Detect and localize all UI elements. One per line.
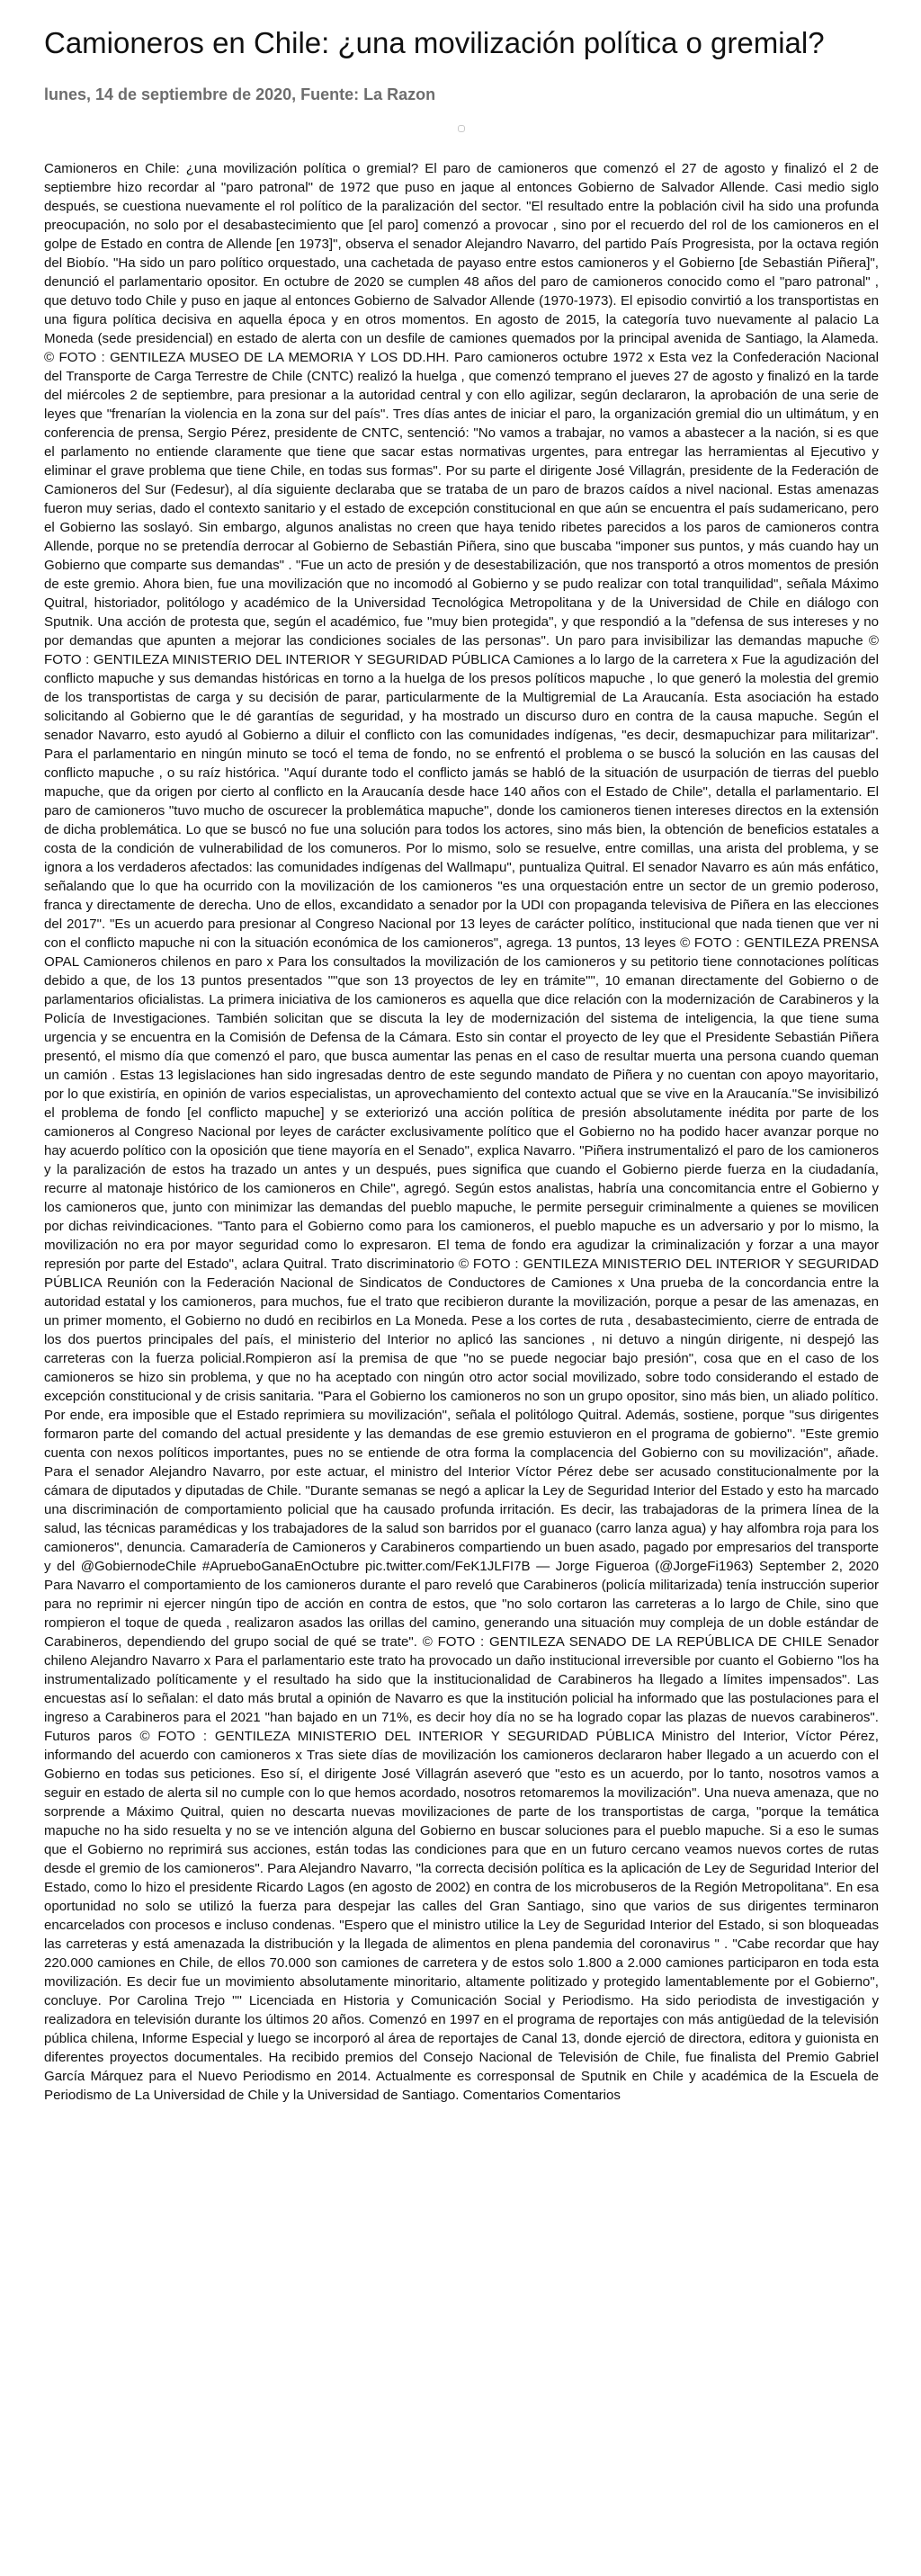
article-image: [44, 121, 879, 137]
broken-image-icon: [458, 125, 465, 132]
article-date-source: lunes, 14 de septiembre de 2020, Fuente: La Razon: [44, 85, 436, 103]
article-title: Camioneros en Chile: ¿una movilización política o gremial?: [44, 26, 825, 59]
article-body: Camioneros en Chile: ¿una movilización política o gremial? El paro de camioneros que comenzó el 27 de agosto y finalizó el 2 de septiembre hizo recordar al "paro patronal" de 1972 que puso en jaque al entonces Gobierno de Salvador Allende. Casi medio siglo después, se cuestiona nuevamente el rol político de la paralización del sector. "El resultado entre la población civil ha sido una profunda preocupación, no solo por el desabastecimiento que [el paro] comenzó a provocar , sino por el recuerdo del rol de los camioneros en el golpe de Estado en contra de Allende [en 1973]", observa el senador Alejandro Navarro, del partido País Progresista, por la octava región del Biobío. "Ha sido un paro político orquestado, una cachetada de payaso entre estos camioneros y el Gobierno [de Sebastián Piñera]", denunció el parlamentario opositor. En octubre de 2020 se cumplen 48 años del paro de camioneros conocido como el "paro patronal" , que detuvo todo Chile y puso en jaque al entonces Gobierno de Salvador Allende (1970-1973). El episodio convirtió a los transportistas en una figura política decisiva en aquella época y en otros momentos. En agosto de 2015, la categoría tuvo nuevamente al palacio La Moneda (sede presidencial) en estado de alerta con un desfile de camiones quemados por la principal avenida de Santiago, la Alameda. © FOTO : GENTILEZA MUSEO DE LA MEMORIA Y LOS DD.HH. Paro camioneros octubre 1972 x Esta vez la Confederación Nacional del Transporte de Carga Terrestre de Chile (CNTC) realizó la huelga , que comenzó temprano el jueves 27 de agosto y finalizó en la tarde del miércoles 2 de septiembre, para presionar a la autoridad central y con ello agilizar, según declararon, la aprobación de una serie de leyes que "frenarían la violencia en la zona sur del país". Tres días antes de iniciar el paro, la organización gremial dio un ultimátum, y en conferencia de prensa, Sergio Pérez, presidente de CNTC, sentenció: "No vamos a trabajar, no vamos a abastecer a la nación, si es que el parlamento no entiende claramente que tiene que sacar estas normativas urgentes, para entregar las herramientas al Ejecutivo y eliminar el grave problema que tiene Chile, en todas sus formas". Por su parte el dirigente José Villagrán, presidente de la Federación de Camioneros del Sur (Fedesur), al día siguiente declaraba que se trataba de un paro de brazos caídos a nivel nacional. Estas amenazas fueron muy serias, dado el contexto sanitario y el estado de excepción constitucional en que aún se encuentra el país sudamericano, pero el Gobierno las soslayó. Sin embargo, algunos analistas no creen que haya tenido ribetes parecidos a los paros de camioneros contra Allende, porque no se pretendía derrocar al Gobierno de Sebastián Piñera, sino que buscaba "imponer sus puntos, y más cuando hay un Gobierno que comparte sus demandas" . "Fue un acto de presión y de desestabilización, que nos transportó a otros momentos de presión de este gremio. Ahora bien, fue una movilización que no incomodó al Gobierno y se pudo realizar con total tranquilidad", señala Máximo Quitral, historiador, politólogo y académico de la Universidad Tecnológica Metropolitana y de la Universidad de Chile en diálogo con Sputnik. Una acción de protesta que, según el académico, fue "muy bien protegida", y que respondió a la "defensa de sus intereses y no por demandas que apunten a mejorar las condiciones sociales de las personas". Un paro para invisibilizar las demandas mapuche © FOTO : GENTILEZA MINISTERIO DEL INTERIOR Y SEGURIDAD PÚBLICA Camiones a lo largo de la carretera x Fue la agudización del conflicto mapuche y sus demandas históricas en torno a la huelga de los presos políticos mapuche , lo que generó la molestia del gremio de los transportistas de carga y su decisión de parar, particularmente de la Multigremial de La Araucanía. Esta asociación ha estado solicitando al Gobierno que le dé garantías de seguridad, y ha mostrado un discurso duro en contra de la causa mapuche. Según el senador Navarro, esto ayudó al Gobierno a diluir el conflicto con las comunidades indígenas, "es decir, desmapuchizar para militarizar". Para el parlamentario en ningún minuto se tocó el tema de fondo, no se enfrentó el problema o se buscó la solución en las causas del conflicto mapuche , o su raíz histórica. "Aquí durante todo el conflicto jamás se habló de la situación de usurpación de tierras del pueblo mapuche, que da origen por cierto al conflicto en la Araucanía desde hace 140 años con el Estado de Chile", detalla el parlamentario. El paro de camioneros "tuvo mucho de oscurecer la problemática mapuche", donde los camioneros tienen intereses directos en la extensión de dicha problemática. Lo que se buscó no fue una solución para todos los actores, sino más bien, la obtención de beneficios estatales a costa de la condición de vulnerabilidad de los comuneros. Por lo mismo, solo se resuelve, entre comillas, una arista del problema, y se ignora a los verdaderos afectados: las comunidades indígenas del Wallmapu", puntualiza Quitral. El senador Navarro es aún más enfático, señalando que lo que ha ocurrido con la movilización de los camioneros "es una orquestación entre un sector de un gremio poderoso, franca y directamente de derecha. Uno de ellos, excandidato a senador por la UDI con propaganda televisiva de Piñera en las elecciones del 2017". "Es un acuerdo para presionar al Congreso Nacional por 13 leyes de carácter político, institucional que nada tienen que ver ni con el conflicto mapuche ni con la situación económica de los camioneros", agrega. 13 puntos, 13 leyes © FOTO : GENTILEZA PRENSA OPAL Camioneros chilenos en paro x Para los consultados la movilización de los camioneros y su petitorio tiene connotaciones políticas debido a que, de los 13 puntos presentados ""que son 13 proyectos de ley en trámite"", 10 emanan directamente del Gobierno o de parlamentarios oficialistas. La primera iniciativa de los camioneros es aquella que dice relación con la modernización de Carabineros y la Policía de Investigaciones. También solicitan que se discuta la ley de modernización del sistema de inteligencia, la que tiene suma urgencia y se encuentra en la Comisión de Defensa de la Cámara. Esto sin contar el proyecto de ley que el Presidente Sebastián Piñera presentó, el mismo día que comenzó el paro, que busca aumentar las penas en el caso de resultar muerta una persona cuando queman un camión . Estas 13 legislaciones han sido ingresadas dentro de este segundo mandato de Piñera y no cuentan con apoyo mayoritario, por lo que existiría, en opinión de varios especialistas, un aprovechamiento del contexto actual que se vive en la Araucanía."Se invisibilizó el problema de fondo [el conflicto mapuche] y se exteriorizó una acción política de presión absolutamente inédita por parte de los camioneros al Congreso Nacional por leyes de carácter exclusivamente político que el Gobierno no ha podido hacer avanzar porque no hay acuerdo político con la oposición que tiene mayoría en el Senado", explica Navarro. "Piñera instrumentalizó el paro de los camioneros y la paralización de estos ha trazado un antes y un después, pues significa que cuando el Gobierno pierde fuerza en la ciudadanía, recurre al matonaje histórico de los camioneros en Chile", agregó. Según estos analistas, habría una concomitancia entre el Gobierno y los camioneros que, junto con minimizar las demandas del pueblo mapuche, le permite perseguir criminalmente a quienes se movilicen por dichas reivindicaciones. "Tanto para el Gobierno como para los camioneros, el pueblo mapuche es un adversario y por lo mismo, la movilización no era por mayor seguridad como lo expresaron. El tema de fondo era agudizar la criminalización y forzar a una mayor represión por parte del Estado", aclara Quitral. Trato discriminatorio © FOTO : GENTILEZA MINISTERIO DEL INTERIOR Y SEGURIDAD PÚBLICA Reunión con la Federación Nacional de Sindicatos de Conductores de Camiones x Una prueba de la concordancia entre la autoridad estatal y los camioneros, para muchos, fue el trato que recibieron durante la movilización, porque a pesar de las amenazas, en un primer momento, el Gobierno no dudó en recibirlos en La Moneda. Pese a los cortes de ruta , desabastecimiento, cierre de entrada de los dos puertos principales del país, el ministerio del Interior no aplicó las sanciones , ni detuvo a ningún dirigente, ni despejó las carreteras con la fuerza policial.Rompieron así la premisa de que "no se puede negociar bajo presión", cosa que en el caso de los camioneros se hizo sin problema, y que no ha aceptado con ningún otro actor social movilizado, sobre todo considerando el estado de excepción constitucional y de crisis sanitaria. "Para el Gobierno los camioneros no son un grupo opositor, sino más bien, un aliado político. Por ende, era imposible que el Estado reprimiera su movilización", señala el politólogo Quitral. Además, sostiene, porque "sus dirigentes formaron parte del comando del actual presidente y las demandas de ese gremio estuvieron en el programa de gobierno". "Este gremio cuenta con nexos políticos importantes, pues no se entiende de otra forma la complacencia del Gobierno con su movilización", añade. Para el senador Alejandro Navarro, por este actuar, el ministro del Interior Víctor Pérez debe ser acusado constitucionalmente por la cámara de diputados y diputadas de Chile. "Durante semanas se negó a aplicar la Ley de Seguridad Interior del Estado y esto ha marcado una discriminación de comportamiento policial que ha causado profunda irritación. Es decir, las trabajadoras de la primera línea de la salud, las técnicas paramédicas y los trabajadores de la salud son barridos por el guanaco (carro lanza agua) y hay alfombra roja para los camioneros", denuncia. Camaradería de Camioneros y Carabineros compartiendo un buen asado, pagado por empresarios del transporte y del @GobiernodeChile #AprueboGanaEnOctubre pic.twitter.com/FeK1JLFI7B — Jorge Figueroa (@JorgeFi1963) September 2, 2020 Para Navarro el comportamiento de los camioneros durante el paro reveló que Carabineros (policía militarizada) tenía instrucción superior para no reprimir ni ejercer ningún tipo de acción en contra de estos, que "no solo cortaron las carreteras a lo largo de Chile, sino que rompieron el toque de queda , realizaron asados las orillas del camino, generando una situación muy compleja de un doble estándar de Carabineros, dependiendo del grupo social de qué se trate". © FOTO : GENTILEZA SENADO DE LA REPÚBLICA DE CHILE Senador chileno Alejandro Navarro x Para el parlamentario este trato ha provocado un daño institucional irreversible por cuanto el Gobierno "los ha instrumentalizado políticamente y el resultado ha sido que la institucionalidad de Carabineros ha llegado a límites impensados". Las encuestas así lo señalan: el dato más brutal a opinión de Navarro es que la institución policial ha informado que las postulaciones para el ingreso a Carabineros para el 2021 "han bajado en un 71%, es decir hoy día no se ha logrado copar las plazas de nuevos carabineros". Futuros paros © FOTO : GENTILEZA MINISTERIO DEL INTERIOR Y SEGURIDAD PÚBLICA Ministro del Interior, Víctor Pérez, informando del acuerdo con camioneros x Tras siete días de movilización los camioneros declararon haber llegado a un acuerdo con el Gobierno en todas sus peticiones. Eso sí, el dirigente José Villagrán aseveró que "esto es un acuerdo, por lo tanto, nosotros vamos a seguir en estado de alerta sil no cumple con lo que hemos acordado, nosotros retomaremos la movilización". Una nueva amenaza, que no sorprende a Máximo Quitral, quien no descarta nuevas movilizaciones de parte de los transportistas de carga, "porque la temática mapuche no ha sido resuelta y no se ve intención alguna del Gobierno en buscar soluciones para el pueblo mapuche. Si a eso le sumas que el Gobierno no reprimirá sus acciones, están todas las condiciones para que en un futuro cercano veamos nuevos cortes de rutas desde el gremio de los camioneros". Para Alejandro Navarro, "la correcta decisión política es la aplicación de Ley de Seguridad Interior del Estado, como lo hizo el presidente Ricardo Lagos (en agosto de 2002) en contra de los microbuseros de la Región Metropolitana". En esa oportunidad no solo se utilizó la fuerza para despejar las calles del Gran Santiago, sino que varios de sus dirigentes terminaron encarcelados con procesos e incluso condenas. "Espero que el ministro utilice la Ley de Seguridad Interior del Estado, si son bloqueadas las carreteras y está amenazada la distribución y la llegada de alimentos en plena pandemia del coronavirus " . "Cabe recordar que hay 220.000 camiones en Chile, de ellos 70.000 son camiones de carretera y de estos solo 1.800 a 2.000 camiones participaron en toda esta movilización. Es decir fue un movimiento absolutamente minoritario, altamente politizado y protegido lamentablemente por el Gobierno", concluye. Por Carolina Trejo "" Licenciada en Historia y Comunicación Social y Periodismo. Ha sido periodista de investigación y realizadora en televisión durante los últimos 20 años. Comenzó en 1997 en el programa de reportajes con más antigüedad de la televisión pública chilena, Informe Especial y luego se incorporó al área de reportajes de Canal 13, donde ejerció de directora, editora y guionista en diferentes proyectos documentales. Ha recibido premios del Consejo Nacional de Televisión de Chile, fue finalista del Premio Gabriel García Márquez para el Nuevo Periodismo en 2014. Actualmente es corresponsal de Sputnik en Chile y académica de la Escuela de Periodismo de La Universidad de Chile y la Universidad de Santiago. Comentarios Comentarios: [44, 161, 879, 2103]
